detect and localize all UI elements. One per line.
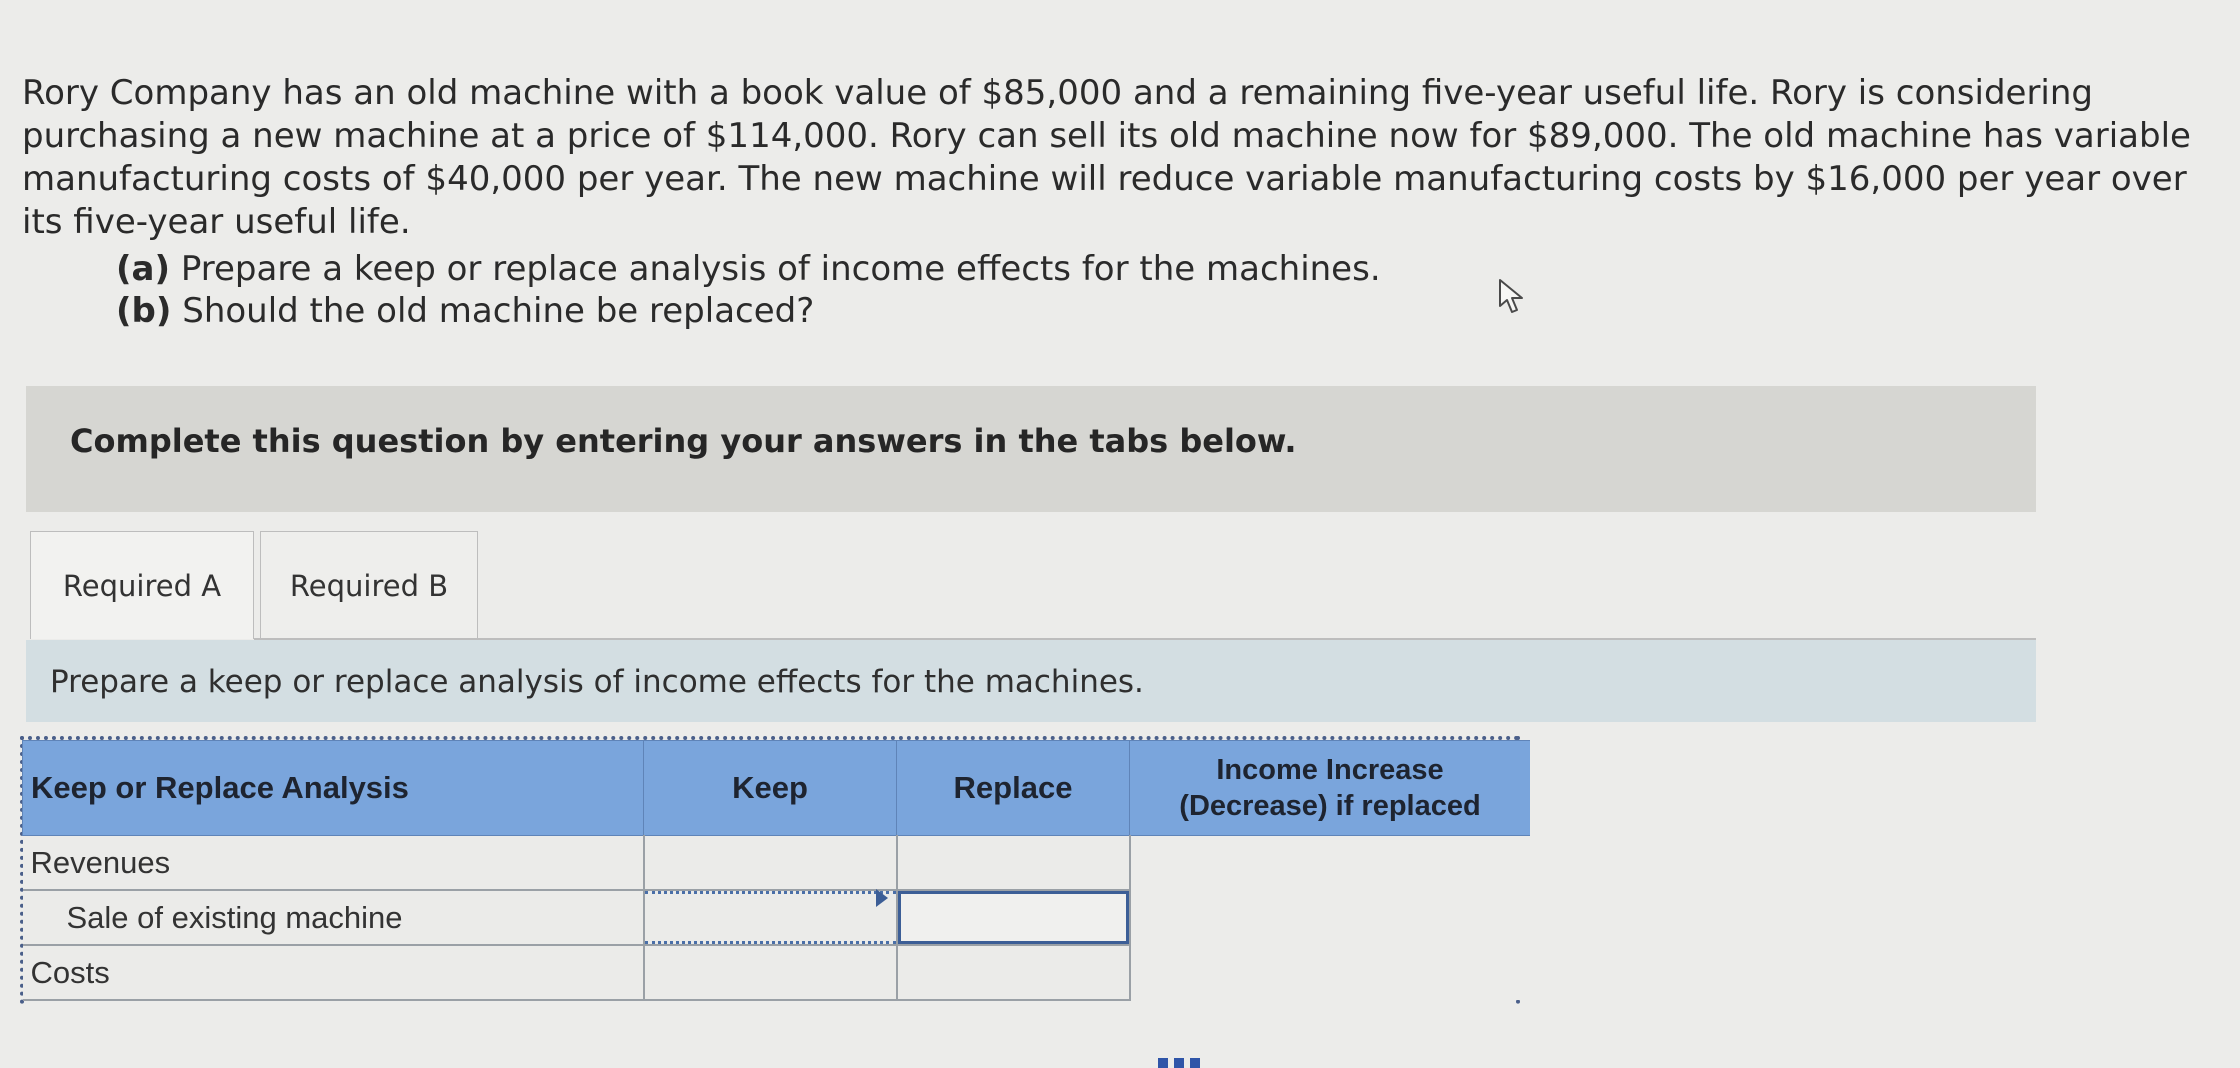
diff-sale-cell — [1130, 890, 1531, 945]
keep-revenues-cell — [644, 836, 897, 891]
table-row — [23, 945, 1531, 1000]
question-part-b — [116, 290, 1381, 332]
header-replace: Replace — [897, 741, 1130, 836]
instruction-text: Complete this question by entering your answers in the tabs below. — [70, 422, 1297, 460]
part-b-text: Should the old machine be replaced? — [182, 291, 815, 331]
question-part-a — [116, 248, 1381, 290]
keep-replace-table — [22, 740, 1530, 1001]
header-income-diff-line2: (Decrease) if replaced — [1179, 790, 1481, 822]
tab-required-a[interactable]: Required A — [30, 531, 254, 639]
table-row — [23, 836, 1531, 891]
replace-sale-cell — [897, 890, 1130, 945]
row-label-sale-existing: Sale of existing machine — [23, 890, 644, 945]
question-parts — [116, 248, 1381, 332]
header-analysis: Keep or Replace Analysis — [23, 741, 644, 836]
diff-revenues-cell — [1130, 836, 1531, 891]
mouse-pointer-icon — [1496, 276, 1532, 316]
keep-sale-input[interactable] — [645, 891, 896, 944]
prompt-text: Prepare a keep or replace analysis of income effects for the machines. — [50, 664, 1144, 700]
table-header-row — [23, 741, 1531, 836]
keep-costs-cell — [644, 945, 897, 1000]
header-income-diff-line1: Income Increase — [1216, 754, 1444, 786]
header-keep: Keep — [644, 741, 897, 836]
triangle-right-icon — [876, 889, 888, 907]
table-row — [23, 890, 1531, 945]
header-income-diff — [1130, 741, 1531, 836]
diff-costs-cell — [1130, 945, 1531, 1000]
more-dots-icon[interactable] — [1158, 1058, 1202, 1068]
row-label-costs: Costs — [23, 945, 644, 1000]
problem-statement: Rory Company has an old machine with a book value of $85,000 and a remaining five-year useful life. Rory is considering purchasing a new machine at a price of $114,000. Rory can sell its old machine now for $89,000. The old machine has variable manufacturing costs of $40,000 per year. The new machine will reduce variable manufacturing costs by $16,000 per year over its five-year useful life. — [22, 73, 2191, 242]
replace-costs-cell — [897, 945, 1130, 1000]
keep-sale-cell — [644, 890, 897, 945]
part-a-tag: (a) — [116, 249, 171, 289]
part-b-tag: (b) — [116, 291, 172, 331]
part-a-text: Prepare a keep or replace analysis of income effects for the machines. — [180, 249, 1381, 289]
replace-revenues-cell — [897, 836, 1130, 891]
instruction-banner — [26, 386, 2036, 512]
tab-required-b[interactable]: Required B — [260, 531, 478, 639]
row-label-revenues: Revenues — [23, 836, 644, 891]
prompt-bar — [26, 640, 2036, 722]
replace-sale-input[interactable] — [898, 891, 1129, 944]
